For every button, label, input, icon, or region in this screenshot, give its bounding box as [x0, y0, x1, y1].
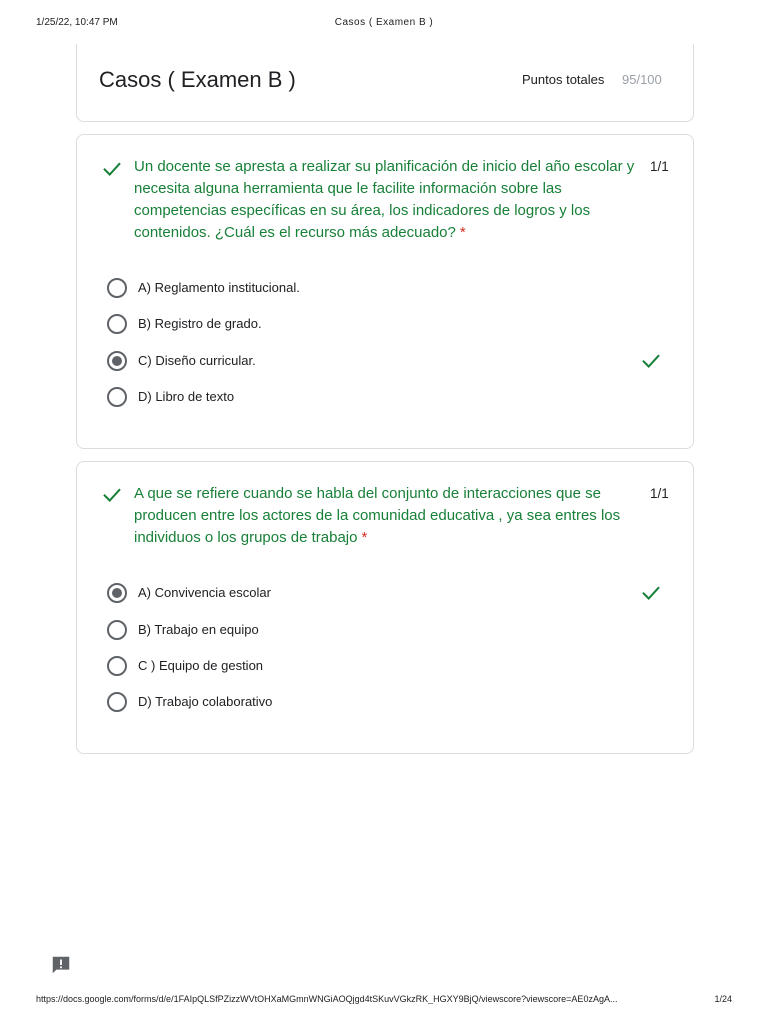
- correct-check-icon: [640, 582, 662, 604]
- print-date: 1/25/22, 10:47 PM: [36, 17, 118, 28]
- radio-button[interactable]: [107, 278, 127, 298]
- radio-dot: [112, 356, 122, 366]
- option-label: A) Convivencia escolar: [138, 585, 271, 600]
- required-asterisk: *: [459, 224, 466, 241]
- option-a[interactable]: [107, 582, 667, 604]
- option-label: A) Reglamento institucional.: [138, 280, 300, 295]
- correct-check-icon: [640, 350, 662, 372]
- option-label: D) Trabajo colaborativo: [138, 694, 273, 709]
- option-b[interactable]: [107, 313, 667, 335]
- feedback-icon[interactable]: [50, 954, 72, 976]
- question-card: [76, 134, 694, 449]
- radio-button[interactable]: [107, 314, 127, 334]
- form-title: Casos ( Examen B ): [99, 67, 296, 92]
- option-label: B) Registro de grado.: [138, 316, 262, 331]
- print-header: [36, 17, 732, 31]
- radio-button[interactable]: [107, 692, 127, 712]
- radio-button[interactable]: [107, 387, 127, 407]
- question-points: 1/1: [650, 159, 669, 174]
- option-label: C ) Equipo de gestion: [138, 658, 264, 673]
- option-d[interactable]: [107, 386, 667, 408]
- option-c[interactable]: [107, 655, 667, 677]
- required-asterisk: *: [361, 529, 368, 546]
- option-c[interactable]: [107, 350, 667, 372]
- check-icon: [101, 158, 123, 180]
- option-label: C) Diseño curricular.: [138, 353, 256, 368]
- print-footer: [36, 994, 732, 1008]
- radio-button-selected[interactable]: [107, 351, 127, 371]
- radio-button-selected[interactable]: [107, 583, 127, 603]
- question-points: 1/1: [650, 486, 669, 501]
- radio-dot: [112, 588, 122, 598]
- option-b[interactable]: [107, 619, 667, 641]
- question-text: A que se refiere cuando se habla del conjunto de interacciones que se producen entre los actores de la comunidad educativa , ya sea entres los individuos o los grupos de trabajo *: [134, 485, 621, 546]
- page-url: https://docs.google.com/forms/d/e/1FAIpQLSfPZizzWVtOHXaMGmnWNGiAOQjgd4tSKuvVGkzRK_HGXY9BjQ/viewscore?viewscore=AE0zAgA...: [36, 994, 618, 1004]
- radio-button[interactable]: [107, 620, 127, 640]
- total-points-label: Puntos totales: [522, 72, 605, 87]
- question-text: Un docente se apresta a realizar su planificación de inicio del año escolar y necesita alguna herramienta que le facilite información sobre las competencias específicas en su área, los indicadores de logros y los contenidos. ¿Cuál es el recurso más adecuado? *: [134, 158, 635, 241]
- option-a[interactable]: [107, 277, 667, 299]
- form-header-card: [76, 44, 694, 122]
- option-label: D) Libro de texto: [138, 389, 235, 404]
- total-points-value: 95/100: [622, 72, 662, 87]
- option-label: B) Trabajo en equipo: [138, 622, 259, 637]
- print-title: Casos ( Examen B ): [334, 17, 434, 28]
- page-number: 1/24: [714, 994, 732, 1004]
- question-card: [76, 461, 694, 754]
- check-icon: [101, 484, 123, 506]
- radio-button[interactable]: [107, 656, 127, 676]
- option-d[interactable]: [107, 691, 667, 713]
